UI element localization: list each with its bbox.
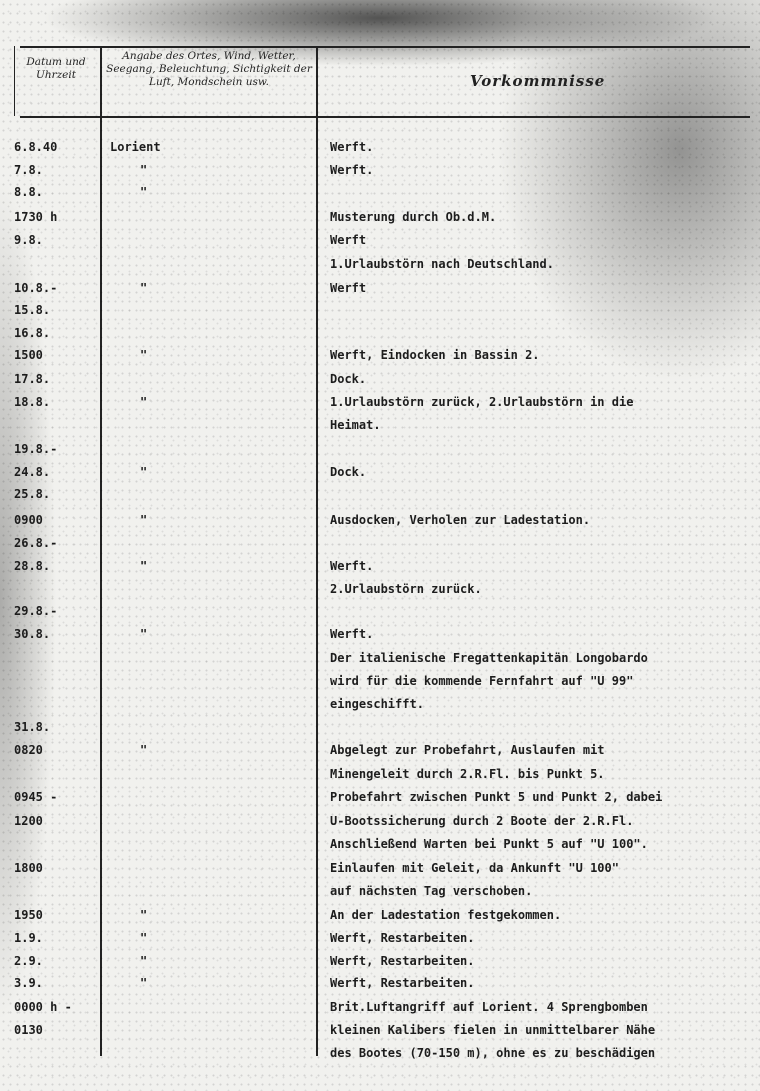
entry-date: 1730 h — [14, 210, 58, 224]
entry-event: wird für die kommende Fernfahrt auf "U 99" — [330, 674, 634, 688]
entry-event: Brit.Luftangriff auf Lorient. 4 Sprengbomben — [330, 1000, 648, 1014]
entry-event: Musterung durch Ob.d.M. — [330, 210, 497, 224]
column-rule-2 — [316, 46, 318, 1056]
entry-date: 17.8. — [14, 372, 51, 386]
entry-event: Werft. — [330, 559, 374, 573]
entry-event: Anschließend Warten bei Punkt 5 auf "U 100". — [330, 837, 648, 851]
entry-location: " — [140, 185, 148, 199]
entry-event: Werft — [330, 233, 367, 247]
entry-event: Abgelegt zur Probefahrt, Auslaufen mit — [330, 743, 605, 757]
entry-date: 7.8. — [14, 163, 43, 177]
entry-event: Werft, Restarbeiten. — [330, 976, 475, 990]
header-location-weather: Angabe des Ortes, Wind, Wetter, Seegang, Beleuchtung, Sichtigkeit der Luft, Mondschein usw. — [106, 50, 312, 88]
entry-date: 29.8.- — [14, 604, 58, 618]
entry-date: 18.8. — [14, 395, 51, 409]
entry-date: 31.8. — [14, 720, 51, 734]
entry-event: eingeschifft. — [330, 697, 424, 711]
entry-location: " — [140, 931, 148, 945]
header-date-time: Datum und Uhrzeit — [26, 56, 86, 81]
header-bottom-rule — [20, 116, 750, 118]
entry-event: Werft. — [330, 163, 374, 177]
entry-event: 2.Urlaubstörn zurück. — [330, 582, 482, 596]
entry-date: 26.8.- — [14, 536, 58, 550]
entry-date: 0000 h - — [14, 1000, 72, 1014]
entry-event: Werft. — [330, 627, 374, 641]
entry-event: Ausdocken, Verholen zur Ladestation. — [330, 513, 591, 527]
entry-date: 3.9. — [14, 976, 43, 990]
entry-date: 1800 — [14, 861, 43, 875]
entry-location: " — [140, 954, 148, 968]
entry-date: 0130 — [14, 1023, 43, 1037]
entry-date: 0900 — [14, 513, 43, 527]
entry-event: Dock. — [330, 372, 367, 386]
entry-event: Heimat. — [330, 418, 381, 432]
entry-date: 1200 — [14, 814, 43, 828]
entry-date: 1.9. — [14, 931, 43, 945]
entry-event: Werft, Restarbeiten. — [330, 931, 475, 945]
header-top-rule — [20, 46, 750, 48]
entry-location: " — [140, 348, 148, 362]
entry-date: 2.9. — [14, 954, 43, 968]
entry-event: Einlaufen mit Geleit, da Ankunft "U 100" — [330, 861, 619, 875]
entry-date: 6.8.40 — [14, 140, 58, 154]
entry-event: Probefahrt zwischen Punkt 5 und Punkt 2, dabei — [330, 790, 663, 804]
entry-location: " — [140, 395, 148, 409]
entry-event: U-Bootssicherung durch 2 Boote der 2.R.Fl. — [330, 814, 634, 828]
entry-date: 0945 - — [14, 790, 58, 804]
entry-location: " — [140, 163, 148, 177]
column-rule-1 — [100, 46, 102, 1056]
left-edge-rule — [14, 46, 15, 116]
entry-date: 1950 — [14, 908, 43, 922]
entry-date: 10.8.- — [14, 281, 58, 295]
entry-event: 1.Urlaubstörn nach Deutschland. — [330, 257, 554, 271]
entry-event: Werft. — [330, 140, 374, 154]
header-events: Vorkommnisse — [470, 72, 606, 90]
entry-date: 16.8. — [14, 326, 51, 340]
entry-event: kleinen Kalibers fielen in unmittelbarer Nähe — [330, 1023, 656, 1037]
entry-date: 15.8. — [14, 303, 51, 317]
entry-location: " — [140, 465, 148, 479]
entry-date: 19.8.- — [14, 442, 58, 456]
entry-location: " — [140, 559, 148, 573]
entry-date: 25.8. — [14, 487, 51, 501]
entry-event: Werft, Restarbeiten. — [330, 954, 475, 968]
entry-event: Werft — [330, 281, 367, 295]
entry-event: auf nächsten Tag verschoben. — [330, 884, 533, 898]
entry-location: " — [140, 513, 148, 527]
entry-event: des Bootes (70-150 m), ohne es zu beschädigen — [330, 1046, 656, 1060]
entry-date: 8.8. — [14, 185, 43, 199]
entry-event: Minengeleit durch 2.R.Fl. bis Punkt 5. — [330, 767, 605, 781]
entry-date: 1500 — [14, 348, 43, 362]
entry-location: " — [140, 908, 148, 922]
entry-location: Lorient — [110, 140, 161, 154]
entry-event: Dock. — [330, 465, 367, 479]
entry-location: " — [140, 743, 148, 757]
entry-date: 28.8. — [14, 559, 51, 573]
entry-date: 0820 — [14, 743, 43, 757]
entry-date: 9.8. — [14, 233, 43, 247]
entry-location: " — [140, 281, 148, 295]
entry-location: " — [140, 976, 148, 990]
entry-location: " — [140, 627, 148, 641]
entry-date: 24.8. — [14, 465, 51, 479]
entry-event: Werft, Eindocken in Bassin 2. — [330, 348, 540, 362]
entry-event: Der italienische Fregattenkapitän Longobardo — [330, 651, 648, 665]
entry-event: An der Ladestation festgekommen. — [330, 908, 562, 922]
entry-event: 1.Urlaubstörn zurück, 2.Urlaubstörn in die — [330, 395, 634, 409]
entry-date: 30.8. — [14, 627, 51, 641]
